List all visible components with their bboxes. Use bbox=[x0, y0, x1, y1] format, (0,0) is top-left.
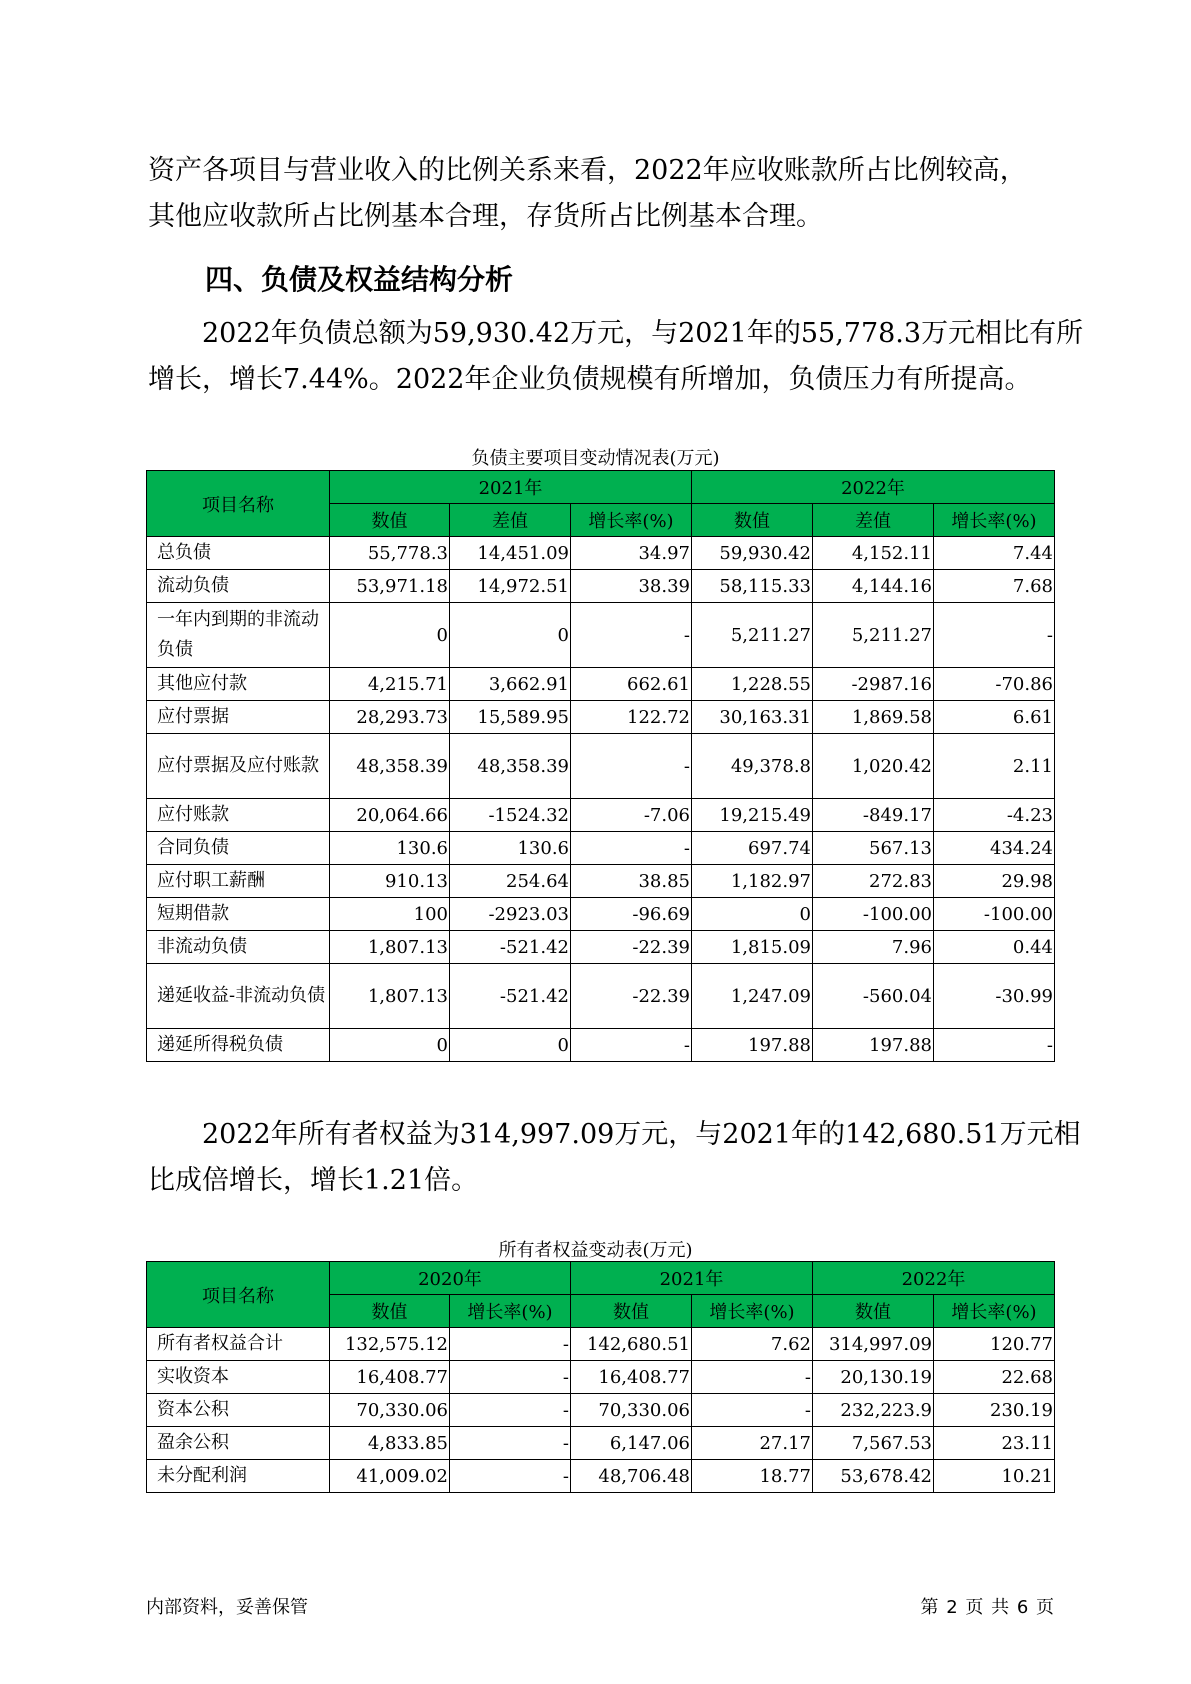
column-header: 差值 bbox=[450, 504, 571, 537]
table-row bbox=[147, 570, 1055, 603]
equity-paragraph bbox=[148, 1112, 1081, 1204]
table-cell: -2987.16 bbox=[813, 668, 934, 701]
table-cell: 23.11 bbox=[934, 1427, 1055, 1460]
table-cell: 58,115.33 bbox=[692, 570, 813, 603]
table-cell: - bbox=[934, 1029, 1055, 1062]
table-cell: 6.61 bbox=[934, 701, 1055, 734]
row-label: 短期借款 bbox=[147, 898, 330, 931]
table-cell: 53,678.42 bbox=[813, 1460, 934, 1493]
table-cell: -22.39 bbox=[571, 964, 692, 1029]
table-cell: 18.77 bbox=[692, 1460, 813, 1493]
year-header: 2021年 bbox=[330, 471, 692, 504]
row-label: 总负债 bbox=[147, 537, 330, 570]
table-cell: 49,378.8 bbox=[692, 734, 813, 799]
year-header: 2021年 bbox=[571, 1262, 813, 1295]
column-header: 增长率(%) bbox=[450, 1295, 571, 1328]
intro-line-2: 其他应收款所占比例基本合理，存货所占比例基本合理。 bbox=[148, 201, 823, 232]
column-header: 数值 bbox=[330, 504, 450, 537]
row-label: 流动负债 bbox=[147, 570, 330, 603]
table-cell: 254.64 bbox=[450, 865, 571, 898]
table-cell: -30.99 bbox=[934, 964, 1055, 1029]
table-cell: - bbox=[692, 1361, 813, 1394]
table-cell: -849.17 bbox=[813, 799, 934, 832]
table-cell: - bbox=[450, 1427, 571, 1460]
table-row bbox=[147, 1029, 1055, 1062]
table-cell: 197.88 bbox=[813, 1029, 934, 1062]
table-row bbox=[147, 1394, 1055, 1427]
liability-line-1: 2022年负债总额为59,930.42万元，与2021年的55,778.3万元相比有所 bbox=[202, 318, 1084, 349]
table-cell: 3,662.91 bbox=[450, 668, 571, 701]
table-cell: 29.98 bbox=[934, 865, 1055, 898]
table-cell: - bbox=[571, 832, 692, 865]
table-cell: 14,972.51 bbox=[450, 570, 571, 603]
table-cell: - bbox=[450, 1328, 571, 1361]
page-number: 第 2 页 共 6 页 bbox=[920, 1597, 1054, 1618]
table-cell: 314,997.09 bbox=[813, 1328, 934, 1361]
table-cell: 7.62 bbox=[692, 1328, 813, 1361]
column-header: 数值 bbox=[571, 1295, 692, 1328]
table-cell: 15,589.95 bbox=[450, 701, 571, 734]
table-row bbox=[147, 832, 1055, 865]
table-cell: 230.19 bbox=[934, 1394, 1055, 1427]
row-label: 一年内到期的非流动负债 bbox=[147, 603, 330, 668]
item-name-header: 项目名称 bbox=[147, 471, 330, 537]
table-cell: 70,330.06 bbox=[571, 1394, 692, 1427]
table-cell: 1,807.13 bbox=[330, 964, 450, 1029]
liability-table-caption: 负债主要项目变动情况表(万元) bbox=[471, 448, 720, 469]
table-cell: 567.13 bbox=[813, 832, 934, 865]
table-row bbox=[147, 734, 1055, 799]
table-cell: 4,152.11 bbox=[813, 537, 934, 570]
table-cell: -560.04 bbox=[813, 964, 934, 1029]
table-cell: 1,228.55 bbox=[692, 668, 813, 701]
equity-table-caption: 所有者权益变动表(万元) bbox=[498, 1240, 693, 1261]
table-cell: - bbox=[571, 1029, 692, 1062]
row-label: 所有者权益合计 bbox=[147, 1328, 330, 1361]
table-cell: 7.96 bbox=[813, 931, 934, 964]
row-label: 应付职工薪酬 bbox=[147, 865, 330, 898]
table-cell: 0 bbox=[330, 603, 450, 668]
table-row bbox=[147, 1427, 1055, 1460]
table-cell: 4,144.16 bbox=[813, 570, 934, 603]
table-cell: 38.39 bbox=[571, 570, 692, 603]
table-cell: 132,575.12 bbox=[330, 1328, 450, 1361]
table-cell: 130.6 bbox=[330, 832, 450, 865]
table-cell: - bbox=[450, 1460, 571, 1493]
column-header: 数值 bbox=[692, 504, 813, 537]
row-label: 递延所得税负债 bbox=[147, 1029, 330, 1062]
table-cell: 20,064.66 bbox=[330, 799, 450, 832]
row-label: 资本公积 bbox=[147, 1394, 330, 1427]
liability-line-2: 增长，增长7.44%。2022年企业负债规模有所增加，负债压力有所提高。 bbox=[148, 364, 1032, 395]
table-cell: 28,293.73 bbox=[330, 701, 450, 734]
table-cell: 122.72 bbox=[571, 701, 692, 734]
row-label: 合同负债 bbox=[147, 832, 330, 865]
table-row bbox=[147, 1328, 1055, 1361]
section-heading: 四、负债及权益结构分析 bbox=[205, 263, 514, 296]
table-cell: 272.83 bbox=[813, 865, 934, 898]
table-cell: 48,358.39 bbox=[450, 734, 571, 799]
table-cell: 1,247.09 bbox=[692, 964, 813, 1029]
table-cell: - bbox=[692, 1394, 813, 1427]
table-row bbox=[147, 603, 1055, 668]
table-cell: 48,706.48 bbox=[571, 1460, 692, 1493]
table-cell: 27.17 bbox=[692, 1427, 813, 1460]
table-row bbox=[147, 898, 1055, 931]
table-cell: -521.42 bbox=[450, 931, 571, 964]
table-cell: 55,778.3 bbox=[330, 537, 450, 570]
table-cell: 7.68 bbox=[934, 570, 1055, 603]
liability-paragraph bbox=[148, 311, 1084, 403]
table-cell: 2.11 bbox=[934, 734, 1055, 799]
table-cell: 232,223.9 bbox=[813, 1394, 934, 1427]
year-header: 2022年 bbox=[692, 471, 1055, 504]
table-row bbox=[147, 865, 1055, 898]
footer-confidential-note: 内部资料，妥善保管 bbox=[146, 1597, 308, 1618]
column-header: 增长率(%) bbox=[692, 1295, 813, 1328]
column-header: 增长率(%) bbox=[571, 504, 692, 537]
year-header: 2020年 bbox=[330, 1262, 571, 1295]
table-cell: 910.13 bbox=[330, 865, 450, 898]
table-row bbox=[147, 1361, 1055, 1394]
table-cell: 5,211.27 bbox=[813, 603, 934, 668]
table-cell: -1524.32 bbox=[450, 799, 571, 832]
column-header: 差值 bbox=[813, 504, 934, 537]
table-row bbox=[147, 668, 1055, 701]
table-cell: 6,147.06 bbox=[571, 1427, 692, 1460]
equity-line-2: 比成倍增长，增长1.21倍。 bbox=[148, 1165, 479, 1196]
row-label: 应付票据 bbox=[147, 701, 330, 734]
equity-line-1: 2022年所有者权益为314,997.09万元，与2021年的142,680.51万元相 bbox=[202, 1119, 1081, 1150]
row-label: 实收资本 bbox=[147, 1361, 330, 1394]
table-cell: 130.6 bbox=[450, 832, 571, 865]
item-name-header: 项目名称 bbox=[147, 1262, 330, 1328]
column-header: 数值 bbox=[813, 1295, 934, 1328]
column-header: 增长率(%) bbox=[934, 504, 1055, 537]
table-cell: -96.69 bbox=[571, 898, 692, 931]
column-header: 数值 bbox=[330, 1295, 450, 1328]
equity-table bbox=[146, 1261, 1055, 1493]
row-label: 其他应付款 bbox=[147, 668, 330, 701]
table-cell: 48,358.39 bbox=[330, 734, 450, 799]
table-row bbox=[147, 537, 1055, 570]
table-cell: - bbox=[934, 603, 1055, 668]
table-cell: 59,930.42 bbox=[692, 537, 813, 570]
table-cell: 1,182.97 bbox=[692, 865, 813, 898]
table-cell: 197.88 bbox=[692, 1029, 813, 1062]
table-cell: - bbox=[450, 1394, 571, 1427]
table-cell: 1,807.13 bbox=[330, 931, 450, 964]
table-cell: 5,211.27 bbox=[692, 603, 813, 668]
table-cell: 41,009.02 bbox=[330, 1460, 450, 1493]
liability-table bbox=[146, 470, 1055, 1062]
table-cell: 0 bbox=[330, 1029, 450, 1062]
table-cell: 7.44 bbox=[934, 537, 1055, 570]
row-label: 盈余公积 bbox=[147, 1427, 330, 1460]
table-row bbox=[147, 964, 1055, 1029]
table-cell: 38.85 bbox=[571, 865, 692, 898]
table-cell: 1,869.58 bbox=[813, 701, 934, 734]
table-cell: -2923.03 bbox=[450, 898, 571, 931]
year-header: 2022年 bbox=[813, 1262, 1055, 1295]
table-row bbox=[147, 1460, 1055, 1493]
table-cell: 4,833.85 bbox=[330, 1427, 450, 1460]
table-cell: -22.39 bbox=[571, 931, 692, 964]
table-cell: 1,020.42 bbox=[813, 734, 934, 799]
table-cell: 100 bbox=[330, 898, 450, 931]
table-cell: -100.00 bbox=[934, 898, 1055, 931]
table-cell: -70.86 bbox=[934, 668, 1055, 701]
table-cell: 20,130.19 bbox=[813, 1361, 934, 1394]
table-cell: -4.23 bbox=[934, 799, 1055, 832]
row-label: 应付票据及应付账款 bbox=[147, 734, 330, 799]
table-cell: 120.77 bbox=[934, 1328, 1055, 1361]
table-cell: -521.42 bbox=[450, 964, 571, 1029]
table-cell: 1,815.09 bbox=[692, 931, 813, 964]
table-row bbox=[147, 931, 1055, 964]
table-cell: 697.74 bbox=[692, 832, 813, 865]
table-cell: 142,680.51 bbox=[571, 1328, 692, 1361]
table-cell: 0 bbox=[450, 1029, 571, 1062]
row-label: 非流动负债 bbox=[147, 931, 330, 964]
table-cell: 14,451.09 bbox=[450, 537, 571, 570]
table-cell: -100.00 bbox=[813, 898, 934, 931]
table-cell: -7.06 bbox=[571, 799, 692, 832]
table-cell: 70,330.06 bbox=[330, 1394, 450, 1427]
table-cell: 7,567.53 bbox=[813, 1427, 934, 1460]
table-cell: 53,971.18 bbox=[330, 570, 450, 603]
table-cell: 4,215.71 bbox=[330, 668, 450, 701]
table-row bbox=[147, 799, 1055, 832]
table-cell: 0.44 bbox=[934, 931, 1055, 964]
table-cell: 30,163.31 bbox=[692, 701, 813, 734]
column-header: 增长率(%) bbox=[934, 1295, 1055, 1328]
table-cell: 16,408.77 bbox=[330, 1361, 450, 1394]
table-row bbox=[147, 701, 1055, 734]
table-cell: 10.21 bbox=[934, 1460, 1055, 1493]
table-cell: 34.97 bbox=[571, 537, 692, 570]
intro-line-1: 资产各项目与营业收入的比例关系来看，2022年应收账款所占比例较高， bbox=[148, 155, 1027, 186]
table-cell: - bbox=[450, 1361, 571, 1394]
intro-paragraph bbox=[148, 148, 1058, 240]
table-cell: 16,408.77 bbox=[571, 1361, 692, 1394]
table-cell: - bbox=[571, 734, 692, 799]
row-label: 递延收益-非流动负债 bbox=[147, 964, 330, 1029]
table-cell: 662.61 bbox=[571, 668, 692, 701]
table-cell: 19,215.49 bbox=[692, 799, 813, 832]
table-cell: 0 bbox=[450, 603, 571, 668]
table-cell: 22.68 bbox=[934, 1361, 1055, 1394]
table-cell: 0 bbox=[692, 898, 813, 931]
row-label: 未分配利润 bbox=[147, 1460, 330, 1493]
table-cell: - bbox=[571, 603, 692, 668]
table-cell: 434.24 bbox=[934, 832, 1055, 865]
row-label: 应付账款 bbox=[147, 799, 330, 832]
